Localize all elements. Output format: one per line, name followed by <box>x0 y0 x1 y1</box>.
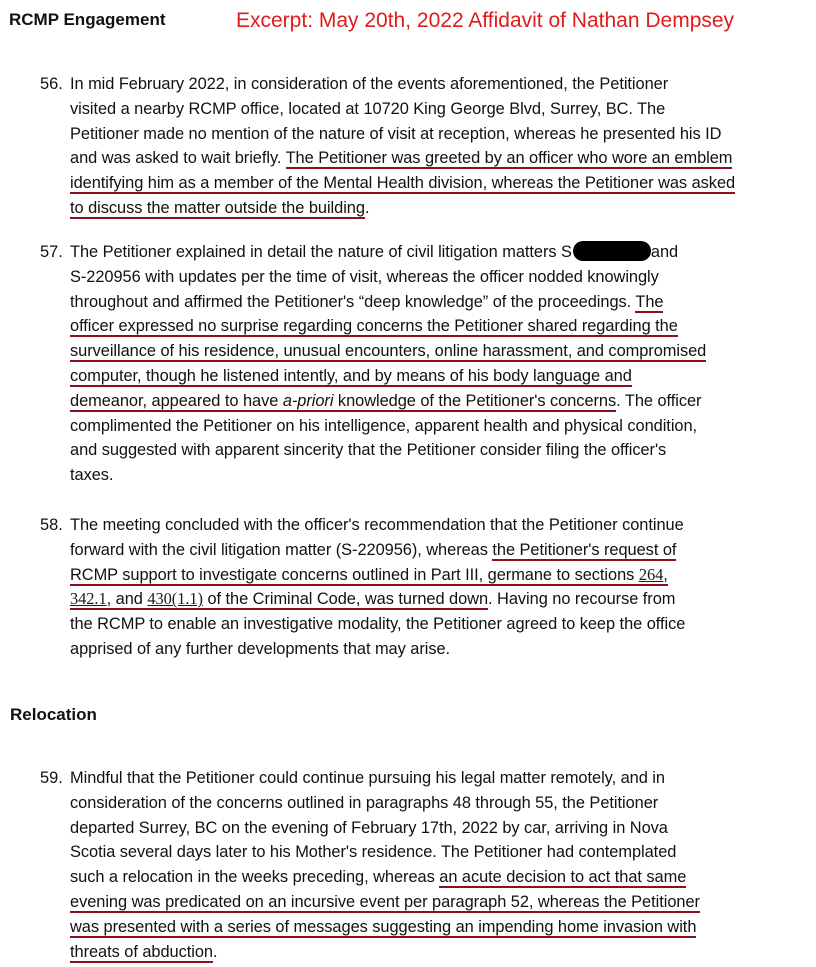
text-line <box>70 940 812 965</box>
text-line: departed Surrey, BC on the evening of February 17th, 2022 by car, arriving in Nova <box>70 818 668 837</box>
text-fragment: , <box>663 565 668 584</box>
text-line <box>70 364 812 389</box>
paragraph-59 <box>40 766 812 964</box>
text-line <box>70 240 812 265</box>
paragraph-number: 58. <box>40 516 63 534</box>
text-fragment: such a relocation in the weeks preceding, whereas <box>70 868 440 887</box>
highlighted-text: evening was predicated on an incursive event per paragraph 52, whereas the Petitioner <box>70 892 700 911</box>
highlighted-text: identifying him as a member of the Mental Health division, whereas the Petitioner was asked <box>70 174 736 193</box>
paragraph-58 <box>40 513 812 662</box>
criminal-code-section-264-link[interactable]: 264 <box>638 564 664 584</box>
highlighted-text: officer expressed no surprise regarding concerns the Petitioner shared regarding the <box>70 317 678 336</box>
text-line <box>70 587 812 612</box>
text-fragment: , and <box>106 590 148 609</box>
highlighted-text: The <box>635 292 664 311</box>
text-line <box>70 538 812 563</box>
highlighted-text <box>70 566 668 586</box>
text-line <box>70 865 812 890</box>
paragraph-number: 56. <box>40 75 63 93</box>
highlighted-text: The Petitioner was greeted by an officer who wore an emblem <box>285 149 733 168</box>
text-line <box>70 915 812 940</box>
text-fragment: . <box>212 942 218 961</box>
highlighted-text: an acute decision to act that same <box>439 868 687 887</box>
highlighted-text: the Petitioner's request of <box>492 540 677 559</box>
italic-text: a-priori <box>282 391 334 410</box>
text-line <box>70 290 812 315</box>
text-fragment: of the Criminal Code, was turned down <box>202 590 489 609</box>
excerpt-caption: Excerpt: May 20th, 2022 Affidavit of Nathan Dempsey <box>236 9 735 32</box>
highlighted-text <box>70 392 616 412</box>
text-fragment: . <box>364 198 370 217</box>
text-line <box>70 389 812 414</box>
redaction-mark <box>573 241 651 261</box>
criminal-code-section-430-link[interactable]: 430(1.1) <box>147 589 203 609</box>
text-line: In mid February 2022, in consideration of the events aforementioned, the Petitioner <box>70 75 669 93</box>
text-line: Scotia several days later to his Mother's residence. The Petitioner had contemplated <box>70 843 677 862</box>
text-fragment: forward with the civil litigation matter (S-220956), whereas <box>70 540 493 559</box>
text-line: taxes. <box>70 466 114 485</box>
highlighted-text: threats of abduction <box>70 942 213 961</box>
text-line: apprised of any further developments that may arise. <box>70 639 451 658</box>
text-line <box>70 171 812 196</box>
text-line: the RCMP to enable an investigative modality, the Petitioner agreed to keep the office <box>70 615 686 634</box>
paragraph-number: 59. <box>40 769 63 787</box>
text-line <box>70 890 812 915</box>
highlighted-text: to discuss the matter outside the building <box>70 198 365 217</box>
text-line: complimented the Petitioner on his intelligence, apparent health and physical condition, <box>70 416 698 435</box>
highlighted-text: computer, though he listened intently, and by means of his body language and <box>70 366 632 385</box>
section-title-relocation: Relocation <box>10 705 97 724</box>
text-fragment: and was asked to wait briefly. <box>70 149 286 168</box>
text-fragment: The Petitioner explained in detail the nature of civil litigation matters S <box>70 243 572 261</box>
text-line <box>70 314 812 339</box>
text-line: S-220956 with updates per the time of visit, whereas the officer nodded knowingly <box>70 267 659 286</box>
text-fragment: . The officer <box>616 391 702 410</box>
text-line <box>70 339 812 364</box>
text-fragment: RCMP support to investigate concerns outlined in Part III, germane to sections <box>70 565 639 584</box>
highlighted-text <box>70 590 488 610</box>
text-line: visited a nearby RCMP office, located at 10720 King George Blvd, Surrey, BC. The <box>70 99 666 118</box>
criminal-code-section-342-1-link[interactable]: 342.1 <box>70 589 107 609</box>
section-title-rcmp-engagement: RCMP Engagement <box>9 10 166 29</box>
text-line: The meeting concluded with the officer's recommendation that the Petitioner continue <box>70 516 684 534</box>
paragraph-57 <box>40 240 812 488</box>
text-fragment: demeanor, appeared to have <box>70 391 283 410</box>
text-line <box>70 563 812 588</box>
text-fragment: and <box>650 243 679 261</box>
text-fragment: . Having no recourse from <box>488 590 676 609</box>
paragraph-56 <box>40 72 812 221</box>
text-line: consideration of the concerns outlined in paragraphs 48 through 55, the Petitioner <box>70 793 659 812</box>
text-line: Petitioner made no mention of the nature of visit at reception, whereas he presented his ID <box>70 124 722 143</box>
text-line <box>70 146 812 171</box>
text-line: and suggested with apparent sincerity that the Petitioner consider filing the officer's <box>70 441 667 460</box>
text-line <box>70 196 812 221</box>
text-line: Mindful that the Petitioner could continue pursuing his legal matter remotely, and in <box>70 769 665 787</box>
highlighted-text: was presented with a series of messages suggesting an impending home invasion with <box>70 917 697 936</box>
text-fragment: knowledge of the Petitioner's concerns <box>333 391 617 410</box>
highlighted-text: surveillance of his residence, unusual encounters, online harassment, and compromised <box>70 342 707 361</box>
text-fragment: throughout and affirmed the Petitioner's “deep knowledge” of the proceedings. <box>70 292 636 311</box>
paragraph-number: 57. <box>40 243 63 261</box>
